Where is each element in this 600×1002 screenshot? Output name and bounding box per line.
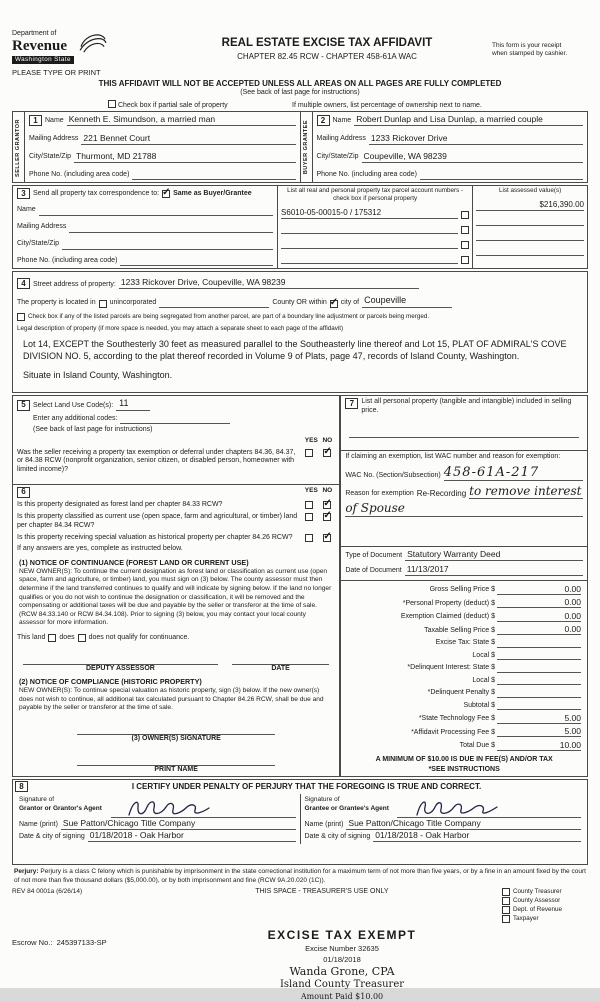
money-label: Taxable Selling Price: [424, 626, 490, 634]
historic-no-checkbox[interactable]: [323, 534, 331, 542]
corr-phone-field[interactable]: [120, 255, 273, 266]
seller-section: [12, 111, 301, 183]
top-options-row: [108, 100, 582, 111]
dollar-sign: $: [491, 639, 495, 647]
parcel-number-field[interactable]: [281, 224, 458, 234]
treasurer-use-label: THIS SPACE - TREASURER'S USE ONLY: [255, 888, 389, 896]
does-label: does: [59, 633, 75, 641]
segregated-label: Check box if any of the listed parcels are being segregated from another parcel, are part of a boundary line adjustment or parcels being merged.: [28, 312, 430, 320]
deputy-date-line[interactable]: [232, 653, 329, 665]
notice-continuance-text: NEW OWNER(S): To continue the current designation as forest land or classification as current use (open space, farm and agriculture, or timber) land, you must sign on (3) below. The county assessor must then determine if the land transferred continues to qualify and will indicate by signing below. If the land no longer qualifies or you do not wish to continue the designation or classification, it will be removed and the compensating or additional taxes will be due and payable by the seller or transferor at the time of sale. (RCW 84.33.140 or RCW 84.34.108). Prior to signing (3) below, you may contact your local county assessor for more information.: [19, 567, 332, 627]
buyer-side-strip: [301, 112, 313, 182]
certify-statement: I CERTIFY UNDER PENALTY OF PERJURY THAT THE FOREGOING IS TRUE AND CORRECT.: [131, 781, 482, 791]
document-and-tax-block: [340, 547, 588, 777]
current-use-no-checkbox[interactable]: [323, 513, 331, 521]
parcel-number-field[interactable]: [281, 254, 458, 264]
notice-compliance-text: NEW OWNER(S): To continue special valuation as historic property, sign (3) below. If the new owner(s) does not wish to continue, all additional tax calculated pursuant to Chapter 84.26 RCW, shall be due and payable by the seller or transferor at the time of sale.: [19, 687, 324, 712]
unincorporated-checkbox[interactable]: [99, 300, 107, 308]
grantor-signature-field[interactable]: [111, 796, 296, 818]
dollar-sign: $: [491, 664, 495, 672]
deferral-no-checkbox[interactable]: [323, 449, 331, 457]
minimum-due-note: A MINIMUM OF $10.00 IS DUE IN FEE(S) AND/OR TAX: [375, 755, 553, 763]
buyer-csz-field[interactable]: Coupeville, WA 98239: [362, 151, 583, 163]
form-header: [12, 30, 588, 77]
delinquent-interest-local-field[interactable]: [497, 675, 581, 685]
doc-type-field[interactable]: Statutory Warranty Deed: [405, 549, 583, 561]
reason-hand-field2[interactable]: of Spouse: [345, 501, 583, 517]
grantor-agent-label: Grantor or Grantor's Agent: [19, 804, 102, 812]
distribution-copies: [502, 888, 588, 924]
section2-number: 2: [317, 115, 330, 126]
form-title: REAL ESTATE EXCISE TAX AFFIDAVIT: [221, 37, 433, 49]
buyer-address-field[interactable]: 1233 Rickover Drive: [369, 133, 583, 145]
land-use-section: [12, 395, 340, 484]
land-use-code-field[interactable]: 11: [116, 398, 150, 410]
state-technology-fee-field[interactable]: 5.00: [497, 713, 581, 724]
dollar-sign: $: [491, 728, 495, 736]
dor-logo: [12, 30, 162, 77]
seller-csz-field[interactable]: Thurmont, MD 21788: [74, 151, 295, 163]
section1-number: 1: [29, 115, 42, 126]
money-label: Excise Tax: State: [435, 639, 490, 647]
partial-sale-option: [108, 100, 228, 111]
historic-question: Is this property receiving special valuation as historical property per chapter 84.26 RCW?: [17, 533, 293, 541]
exemption-claimed-field[interactable]: 0.00: [497, 611, 581, 622]
buyer-phone-field[interactable]: [420, 169, 583, 180]
located-in-label: The property is located in: [17, 298, 96, 306]
acceptance-warning-sub: (See back of last page for instructions): [240, 88, 360, 96]
dollar-sign: $: [491, 701, 495, 709]
parcel3-personal-checkbox[interactable]: [461, 241, 469, 249]
buyer-section: [301, 111, 589, 183]
money-label: Local: [472, 651, 490, 659]
money-label: *Delinquent Interest: State: [407, 664, 490, 672]
notice-continuance-title: (1) NOTICE OF CONTINUANCE (FOREST LAND OR CURRENT USE): [19, 557, 249, 567]
excise-tax-local-field[interactable]: [497, 650, 581, 660]
treasurer-stamp: [182, 928, 502, 1002]
money-label: Local: [472, 676, 490, 684]
city-of-label: city of: [340, 298, 360, 306]
buyer-name-field[interactable]: Robert Dunlap and Lisa Dunlap, a married couple: [354, 114, 583, 126]
property-location-section: [12, 271, 588, 393]
corr-name-label: Name: [17, 206, 36, 214]
no-header: NO: [322, 437, 333, 445]
corr-csz-label: City/State/Zip: [17, 239, 60, 247]
corr-name-field[interactable]: [39, 205, 273, 216]
parties-row: [12, 111, 588, 183]
dept-of-label: Department of: [12, 30, 57, 37]
grantor-signature-block: [15, 794, 300, 844]
see-instructions-note: *SEE INSTRUCTIONS: [428, 765, 500, 773]
street-address-label: Street address of property:: [33, 280, 116, 288]
parcel1-personal-checkbox[interactable]: [461, 211, 469, 219]
revenue-label: Revenue: [12, 37, 67, 54]
middle-columns: [12, 395, 588, 777]
reason-hand-field[interactable]: to remove interest: [469, 484, 582, 499]
section3-number: 3: [17, 188, 30, 199]
partial-sale-label: Check box if partial sale of property: [117, 101, 228, 109]
doc-type-label: Type of Document: [345, 551, 403, 559]
does-not-qualify-checkbox[interactable]: [78, 634, 86, 642]
print-name-line[interactable]: [77, 754, 274, 766]
owners-signature-line[interactable]: [77, 723, 274, 735]
excise-tax-state-field[interactable]: [497, 638, 581, 648]
assessed-value-field[interactable]: [476, 216, 584, 226]
receipt-note: [492, 30, 588, 58]
parcel4-personal-checkbox[interactable]: [461, 256, 469, 264]
money-label: Gross Selling Price: [429, 586, 490, 594]
grantee-date-city-field[interactable]: 01/18/2018 - Oak Harbor: [373, 830, 581, 842]
dollar-sign: $: [491, 715, 495, 723]
wac-number-field[interactable]: 458-61A-217: [444, 465, 583, 481]
owners-signature-label: (3) OWNER(S) SIGNATURE: [131, 734, 221, 742]
grantee-signature-field[interactable]: [397, 796, 582, 818]
grantee-signature-block: [300, 794, 586, 844]
delinquent-interest-state-field[interactable]: [497, 663, 581, 673]
exemption-intro: If claiming an exemption, list WAC number and reason for exemption:: [345, 453, 561, 461]
partial-sale-checkbox[interactable]: [108, 100, 116, 108]
receipt-note-line2: when stamped by cashier.: [492, 50, 568, 58]
buyer-address-label: Mailing Address: [316, 135, 366, 143]
historic-yes-checkbox[interactable]: [305, 534, 313, 542]
buyer-csz-label: City/State/Zip: [316, 153, 359, 161]
assessed-values-header: List assessed value(s): [498, 187, 562, 195]
no-header: NO: [322, 486, 333, 494]
exemption-block: [340, 451, 588, 547]
money-label: Subtotal: [463, 701, 490, 709]
grantor-name-print-field[interactable]: Sue Patton/Chicago Title Company: [61, 818, 296, 830]
if-yes-note: If any answers are yes, complete as instructed below.: [17, 545, 183, 553]
additional-codes-field[interactable]: [120, 415, 230, 424]
personal-property-label: List all personal property (tangible and intangible) included in selling price.: [361, 398, 572, 415]
land-use-label: Select Land Use Code(s):: [33, 401, 114, 409]
perjury-lead: Perjury:: [14, 868, 39, 876]
does-not-label: does not qualify for continuance.: [88, 633, 190, 641]
parcel-numbers-header: List all real and personal property tax parcel account numbers - check box if personal property: [287, 187, 464, 203]
parcel-number-field[interactable]: [281, 239, 458, 249]
county-assessor-checkbox[interactable]: [502, 897, 510, 905]
street-address-field[interactable]: 1233 Rickover Drive, Coupeville, WA 98239: [119, 277, 419, 289]
seller-phone-field[interactable]: [132, 169, 295, 180]
doc-date-label: Date of Document: [345, 566, 402, 574]
county-or-label: County OR within: [272, 298, 327, 306]
dollar-sign: $: [491, 586, 495, 594]
deferral-question: Was the seller receiving a property tax exemption or deferral under chapters 84.36, 84.37, or 84.38 RCW (nonprofit organization, senior citizen, or disabled person, homeowner with limited income)?: [17, 448, 296, 474]
dollar-sign: $: [491, 599, 495, 607]
taxpayer-label: Taxpayer: [513, 915, 539, 923]
see-back-note: (See back of last page for instructions): [33, 425, 153, 433]
city-name-field[interactable]: Coupeville: [362, 295, 452, 307]
receipt-note-line1: This form is your receipt: [492, 42, 562, 49]
multiple-owners-note: If multiple owners, list percentage of ownership next to name.: [292, 101, 482, 109]
dollar-sign: $: [491, 689, 495, 697]
current-use-question: Is this property classified as current use (open space, farm and agricultural, or timber) land per chapter 84.34 RCW?: [17, 513, 298, 529]
seller-phone-label: Phone No. (including area code): [29, 170, 130, 178]
grantor-date-city-label: Date & city of signing: [19, 832, 85, 840]
reason-typed-value: Re-Recording: [416, 489, 467, 499]
county-assessor-label: County Assessor: [513, 897, 561, 905]
grantor-signature-ink: [123, 797, 223, 821]
form-subtitle: CHAPTER 82.45 RCW - CHAPTER 458-61A WAC: [237, 52, 417, 62]
forest-no-checkbox[interactable]: [323, 501, 331, 509]
stamp-treasurer-name: Wanda Grone, CPA: [289, 965, 395, 979]
additional-codes-label: Enter any additional codes:: [33, 414, 118, 422]
county-treasurer-checkbox[interactable]: [502, 888, 510, 896]
legal-description-text2: Situate in Island County, Washington.: [23, 369, 173, 380]
same-as-buyer-checkbox[interactable]: [162, 190, 170, 198]
money-label: Total Due: [459, 742, 490, 750]
buyer-phone-label: Phone No. (including area code): [316, 170, 417, 178]
taxpayer-checkbox[interactable]: [502, 915, 510, 923]
print-name-label: PRINT NAME: [154, 765, 198, 773]
money-label: Exemption Claimed (deduct): [400, 613, 490, 621]
deputy-assessor-label: DEPUTY ASSESSOR: [86, 664, 155, 672]
seller-name-field[interactable]: Kenneth E. Simundson, a married man: [67, 114, 296, 126]
delinquent-penalty-field[interactable]: [497, 688, 581, 698]
dollar-sign: $: [491, 626, 495, 634]
section4-number: 4: [17, 278, 30, 289]
section5-number: 5: [17, 400, 30, 411]
subtotal-field[interactable]: [497, 700, 581, 710]
segregated-checkbox[interactable]: [17, 313, 25, 321]
stamp-treasurer-title: Island County Treasurer: [279, 978, 405, 990]
deputy-date-label: DATE: [271, 664, 290, 672]
notice-compliance-title: (2) NOTICE OF COMPLIANCE (HISTORIC PROPERTY): [19, 677, 202, 687]
grantor-signature-of-label: Signature of: [19, 796, 55, 804]
header-title-block: [162, 30, 492, 62]
legal-description-text: Lot 14, EXCEPT the Southesterly 30 feet as measured parallel to the Southeasterly line thereof and Lot 15, PLAT OF ADMIRAL'S COVE DIVISION NO. 5, according to the plat thereof recorded in Volume 9 of Plats, page 47, records of Island County, Washington.: [23, 338, 567, 361]
escrow-label: Escrow No.:: [12, 938, 53, 948]
grantee-date-city-label: Date & city of signing: [304, 832, 371, 840]
footer-bottom: [12, 928, 588, 1002]
city-checkbox[interactable]: [330, 300, 338, 308]
escrow-number: 245397133-SP: [56, 938, 107, 948]
money-label: *Personal Property (deduct): [402, 599, 490, 607]
corr-address-field[interactable]: [69, 222, 273, 233]
does-qualify-checkbox[interactable]: [48, 634, 56, 642]
grantee-agent-label: Grantee or Grantee's Agent: [304, 804, 389, 812]
buyer-name-label: Name: [332, 116, 352, 124]
yes-header: YES: [304, 437, 318, 445]
assessed-value-field[interactable]: $216,390.00: [476, 200, 584, 211]
personal-property-deduct-field[interactable]: 0.00: [497, 597, 581, 608]
grantee-signature-ink: [409, 797, 509, 821]
seller-name-label: Name: [45, 116, 64, 124]
gross-selling-price-field[interactable]: 0.00: [497, 584, 581, 595]
section7-number: 7: [345, 398, 358, 409]
grantor-date-city-field[interactable]: 01/18/2018 - Oak Harbor: [88, 830, 296, 842]
corr-address-label: Mailing Address: [17, 223, 67, 231]
reason-exemption-label: Reason for exemption: [345, 490, 414, 498]
personal-property-line[interactable]: [349, 424, 579, 438]
seller-side-label: SELLER GRANTOR: [15, 118, 22, 177]
unincorporated-label: unincorporated: [109, 298, 157, 306]
doc-date-field[interactable]: 11/13/2017: [405, 564, 583, 576]
grantee-signature-of-label: Signature of: [304, 796, 340, 804]
escrow-number-row: [12, 928, 182, 1002]
dept-of-revenue-label: Dept. of Revenue: [513, 906, 563, 914]
buyer-side-label: BUYER GRANTEE: [302, 120, 309, 175]
dept-of-revenue-checkbox[interactable]: [502, 906, 510, 914]
forest-yes-checkbox[interactable]: [305, 501, 313, 509]
dollar-sign: $: [491, 742, 495, 750]
legal-description-label: Legal description of property (if more space is needed, you may attach a separate sheet to each page of the affidavit): [17, 324, 344, 332]
certification-section: [12, 779, 588, 865]
classification-section: [12, 485, 340, 778]
dollar-sign: $: [491, 676, 495, 684]
stamp-title: EXCISE TAX EXEMPT: [267, 928, 417, 943]
grantor-name-print-label: Name (print): [19, 820, 58, 828]
money-label: *State Technology Fee: [418, 715, 490, 723]
washington-state-label: Washington State: [12, 56, 74, 64]
yes-header: YES: [304, 486, 318, 494]
taxable-selling-price-field[interactable]: 0.00: [497, 624, 581, 635]
seller-address-field[interactable]: 221 Bennet Court: [81, 133, 295, 145]
dollar-sign: $: [491, 651, 495, 659]
grantee-name-print-label: Name (print): [304, 820, 344, 828]
seller-address-label: Mailing Address: [29, 135, 79, 143]
send-correspondence-label: Send all property tax correspondence to:: [33, 189, 160, 197]
stamp-date: 01/18/2018: [323, 954, 361, 964]
section6-number: 6: [17, 487, 30, 498]
county-treasurer-label: County Treasurer: [513, 888, 562, 896]
stamp-amount-paid: Amount Paid $10.00: [300, 992, 384, 1002]
perjury-text: Perjury is a class C felony which is punishable by imprisonment in the state correctional institution for a maximum term of not more than five years, or by a fine in an amount fixed by the court of not more than five thousand dollars ($5,000.00), or by both imprisonment and fine (RCW 9A.20.020 (1C)).: [14, 868, 586, 884]
money-label: *Delinquent Penalty: [427, 689, 490, 697]
deferral-yes-checkbox[interactable]: [305, 449, 313, 457]
dollar-sign: $: [491, 613, 495, 621]
tax-correspondence-section: [12, 185, 588, 269]
money-label: *Affidavit Processing Fee: [411, 728, 490, 736]
grantee-name-print-field[interactable]: Sue Patton/Chicago Title Company: [346, 818, 581, 830]
assessed-value-field[interactable]: [476, 231, 584, 241]
acceptance-warning: THIS AFFIDAVIT WILL NOT BE ACCEPTED UNLESS ALL AREAS ON ALL PAGES ARE FULLY COMPLETED: [98, 78, 502, 88]
section8-number: 8: [15, 781, 28, 792]
please-type-label: PLEASE TYPE OR PRINT: [12, 67, 101, 77]
corr-phone-label: Phone No. (including area code): [17, 256, 118, 264]
parcel2-personal-checkbox[interactable]: [461, 226, 469, 234]
perjury-statement: [14, 868, 586, 885]
corr-csz-field[interactable]: [62, 239, 273, 250]
deputy-assessor-signature-line[interactable]: [23, 653, 218, 665]
stamp-excise-number: Excise Number 32635: [305, 944, 379, 954]
dor-flag-icon: [78, 30, 108, 54]
seller-side-strip: [13, 112, 25, 182]
current-use-yes-checkbox[interactable]: [305, 513, 313, 521]
wac-number-label: WAC No. (Section/Subsection): [345, 472, 441, 480]
affidavit-processing-fee-field[interactable]: 5.00: [497, 726, 581, 737]
seller-csz-label: City/State/Zip: [29, 153, 72, 161]
same-as-buyer-label: Same as Buyer/Grantee: [173, 189, 252, 197]
this-land-label: This land: [17, 633, 46, 641]
footer-top: [12, 888, 588, 924]
total-due-field[interactable]: 10.00: [497, 740, 581, 751]
county-name-field[interactable]: [159, 299, 269, 308]
forest-land-question: Is this property designated as forest land per chapter 84.33 RCW?: [17, 500, 223, 508]
form-revision-number: REV 84 0001a (6/26/14): [12, 888, 83, 896]
assessed-value-field[interactable]: [476, 246, 584, 256]
parcel-number-field[interactable]: S6010-05-00015-0 / 175312: [281, 208, 458, 219]
personal-property-section: [340, 395, 588, 451]
